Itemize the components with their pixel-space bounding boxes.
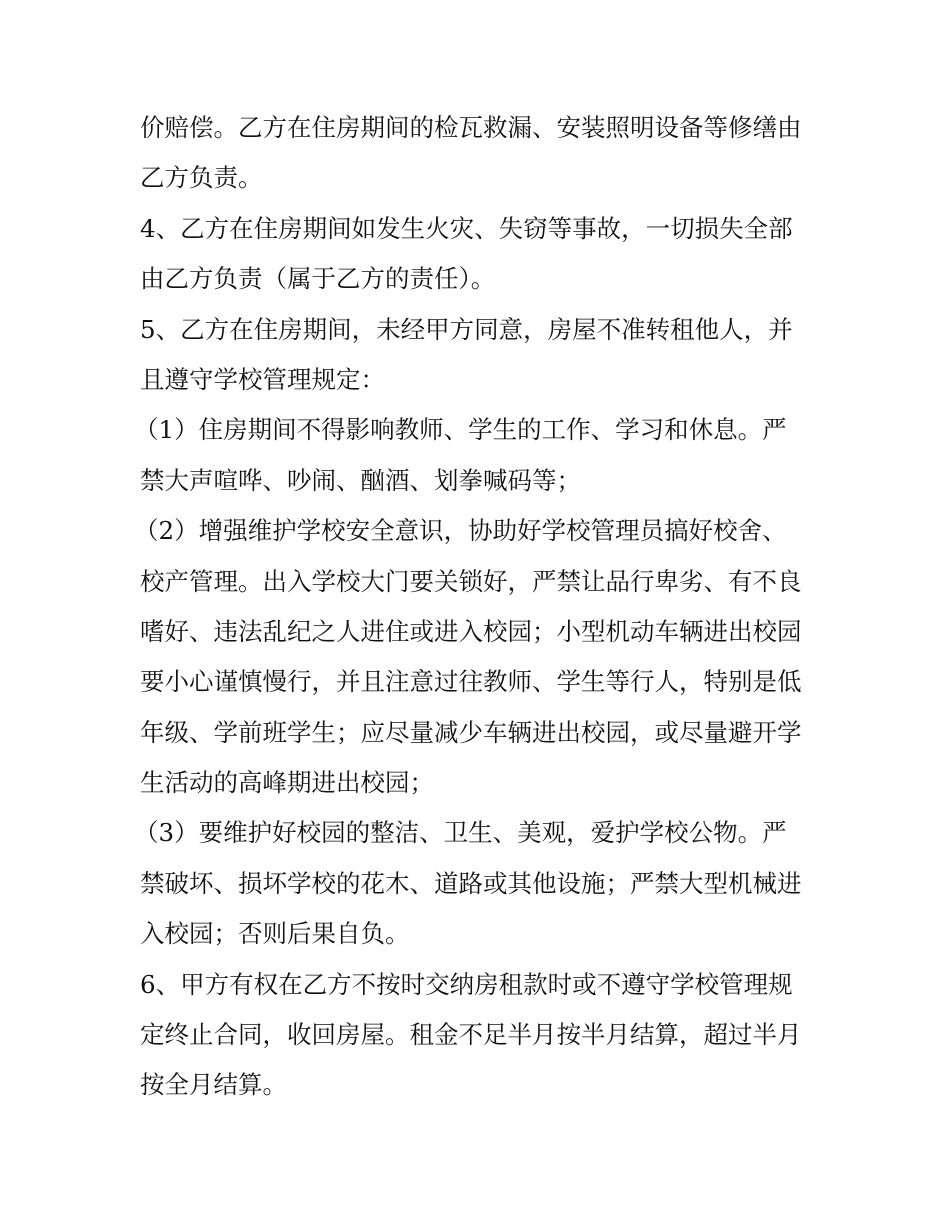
clause-4-line: 4、乙方在住房期间如发生火灾、失窃等事故，一切损失全部 [140,213,793,243]
clause-6-line: 6、甲方有权在乙方不按时交纳房租款时或不遵守学校管理规 [140,969,793,999]
text-line: 年级、学前班学生；应尽量减少车辆进出校园，或尽量避开学 [140,717,802,747]
text-line: 价赔偿。乙方在住房期间的检瓦救漏、安装照明设备等修缮由 [140,113,802,142]
text-line: 校产管理。出入学校大门要关锁好，严禁让品行卑劣、有不良 [140,566,802,596]
sub-clause-3-line: （3）要维护好校园的整洁、卫生、美观，爱护学校公物。严 [134,818,787,848]
clause-5-line: 5、乙方在住房期间，未经甲方同意，房屋不准转租他人，并 [140,314,793,344]
text-line: 嗜好、违法乱纪之人进住或进入校园；小型机动车辆进出校园 [140,616,802,646]
sub-clause-1-line: （1）住房期间不得影响教师、学生的工作、学习和休息。严 [134,415,787,445]
sub-clause-2-line: （2）增强维护学校安全意识，协助好学校管理员搞好校舍、 [134,516,787,546]
text-line: 禁破坏、损坏学校的花木、道路或其他设施；严禁大型机械进 [140,868,802,898]
text-line: 生活动的高峰期进出校园； [140,768,434,798]
text-line: 乙方负责。 [140,163,263,193]
text-line: 禁大声喧哗、吵闹、酗酒、划拳喊码等； [140,465,581,495]
document-body [134,103,815,1111]
text-line: 且遵守学校管理规定： [140,364,385,394]
text-line: 由乙方负责（属于乙方的责任）。 [140,264,496,294]
text-line: 要小心谨慎慢行，并且注意过往教师、学生等行人，特别是低 [140,667,802,697]
text-line: 入校园；否则后果自负。 [140,919,410,949]
text-line: 按全月结算。 [140,1070,287,1100]
text-line: 定终止合同，收回房屋。租金不足半月按半月结算，超过半月 [140,1020,802,1050]
